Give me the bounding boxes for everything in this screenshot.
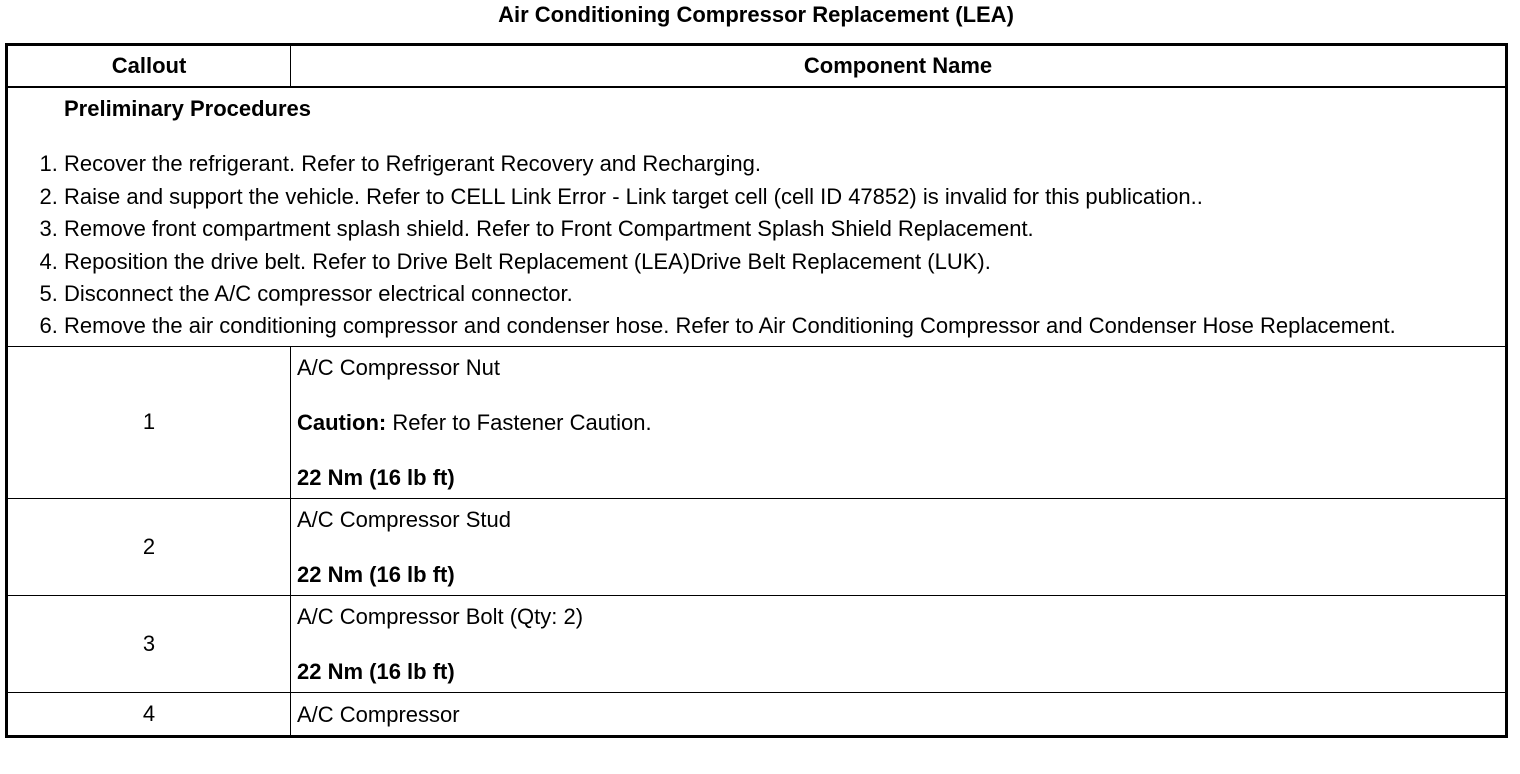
component-cell	[291, 346, 1507, 498]
step-item: 2. Raise and support the vehicle. Refer to CELL Link Error - Link target cell (cell ID 47852) is invalid for this publication..	[64, 181, 1505, 214]
caution-text: Refer to Fastener Caution.	[386, 409, 652, 435]
caution-label: Caution:	[297, 409, 387, 435]
procedure-table	[5, 43, 1508, 738]
callout-number: 2	[7, 498, 291, 595]
step-item: 5. Disconnect the A/C compressor electrical connector.	[64, 278, 1505, 311]
preliminary-procedures-cell	[7, 87, 1507, 346]
torque-spec: 22 Nm (16 lb ft)	[297, 561, 455, 587]
preliminary-procedures-heading: Preliminary Procedures	[64, 96, 312, 121]
table-row	[7, 346, 1507, 498]
callout-number: 4	[7, 692, 291, 736]
table-row	[7, 595, 1507, 692]
preliminary-steps-list	[8, 148, 1505, 341]
table-row	[7, 692, 1507, 736]
callout-number: 1	[7, 346, 291, 498]
step-item: 1. Recover the refrigerant. Refer to Refrigerant Recovery and Recharging.	[64, 148, 1505, 181]
component-cell	[291, 692, 1507, 736]
component-name: A/C Compressor	[297, 701, 460, 727]
callout-number: 3	[7, 595, 291, 692]
torque-spec: 22 Nm (16 lb ft)	[297, 658, 455, 684]
page-title: Air Conditioning Compressor Replacement (LEA)	[498, 2, 1014, 27]
step-item: 6. Remove the air conditioning compressor and condenser hose. Refer to Air Conditioning Compressor and Condenser Hose Replacement.	[64, 311, 1505, 341]
step-item: 4. Reposition the drive belt. Refer to Drive Belt Replacement (LEA)Drive Belt Replacement (LUK).	[64, 246, 1505, 279]
component-cell	[291, 498, 1507, 595]
component-name: A/C Compressor Nut	[297, 354, 500, 380]
step-item: 3. Remove front compartment splash shield. Refer to Front Compartment Splash Shield Replacement.	[64, 213, 1505, 246]
torque-spec: 22 Nm (16 lb ft)	[297, 464, 455, 490]
callout-header: Callout	[7, 45, 291, 88]
component-name: A/C Compressor Stud	[297, 506, 511, 532]
component-name-header: Component Name	[291, 45, 1507, 88]
table-row	[7, 498, 1507, 595]
component-name: A/C Compressor Bolt (Qty: 2)	[297, 603, 584, 629]
caution-note	[297, 409, 1505, 437]
component-cell	[291, 595, 1507, 692]
preliminary-procedures-row	[7, 87, 1507, 346]
table-header-row	[7, 45, 1507, 88]
